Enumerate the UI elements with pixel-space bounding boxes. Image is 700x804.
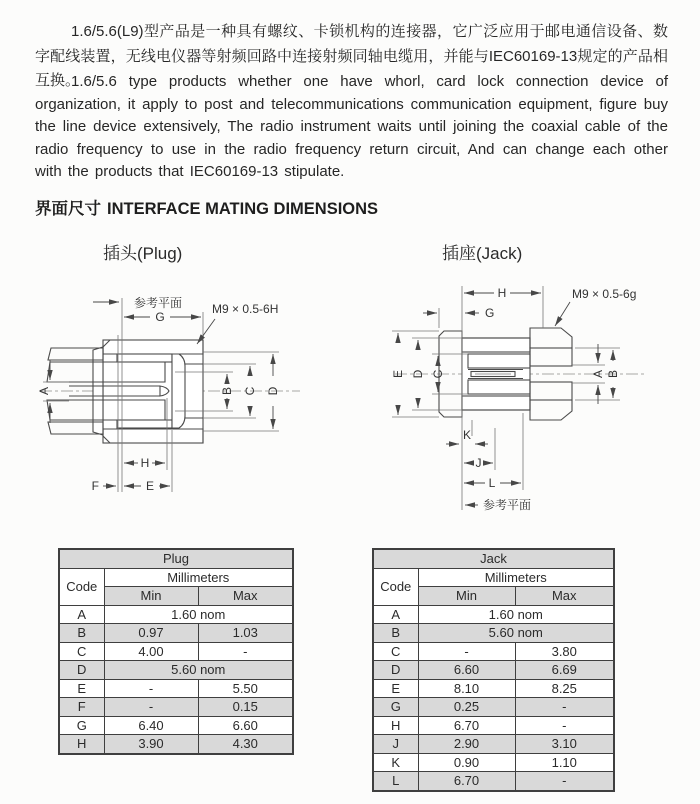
min-cell: 6.40: [104, 716, 198, 735]
code-cell: D: [373, 661, 418, 680]
table-row: [59, 661, 293, 680]
max-cell: 8.25: [515, 679, 614, 698]
code-cell: B: [373, 624, 418, 643]
code-cell: A: [59, 605, 104, 624]
plug-thread-leader: [197, 319, 215, 344]
plug-sleeve-face: [172, 354, 185, 428]
table-row: [59, 716, 293, 735]
plug-dim-g-label: G: [155, 310, 165, 324]
jack-thread-bottom: [530, 400, 572, 420]
min-cell: -: [418, 642, 515, 661]
jack-thread-top: [530, 328, 572, 348]
min-header: Min: [104, 587, 198, 606]
section-heading-en: INTERFACE MATING DIMENSIONS: [107, 200, 379, 218]
max-header: Max: [198, 587, 293, 606]
table-row: [373, 735, 614, 754]
table-row: [59, 624, 293, 643]
table-row: [59, 735, 293, 754]
plug-dim-c-label: C: [243, 386, 257, 396]
max-cell: -: [515, 698, 614, 717]
max-cell: -: [515, 716, 614, 735]
jack-dim-b-label: B: [606, 369, 620, 379]
jack-dim-l-label: L: [488, 476, 496, 490]
min-header: Min: [418, 587, 515, 606]
max-cell: 1.03: [198, 624, 293, 643]
plug-reference-plane-label: 参考平面: [134, 296, 183, 310]
jack-dimension-table: [372, 548, 615, 792]
table-row: [373, 605, 614, 624]
min-cell: 0.97: [104, 624, 198, 643]
plug-dim-d-label: D: [266, 386, 280, 396]
max-cell: 1.10: [515, 753, 614, 772]
min-cell: 0.25: [418, 698, 515, 717]
table-row: [373, 624, 614, 643]
max-header: Max: [515, 587, 614, 606]
max-cell: 0.15: [198, 698, 293, 717]
value-cell: 1.60 nom: [104, 605, 293, 624]
table-title-row: [59, 549, 293, 568]
code-cell: J: [373, 735, 418, 754]
plug-dim-b-label: B: [220, 386, 234, 396]
code-cell: H: [59, 735, 104, 754]
code-cell: L: [373, 772, 418, 791]
table-row: [59, 698, 293, 717]
code-cell: E: [59, 679, 104, 698]
table-row: [373, 642, 614, 661]
plug-dim-f-label: F: [91, 479, 99, 493]
unit-header: Millimeters: [104, 568, 293, 587]
plug-cross-section-drawing: [35, 280, 345, 512]
jack-cable-dielectric-bottom: [530, 382, 572, 400]
code-cell: F: [59, 698, 104, 717]
max-cell: 3.10: [515, 735, 614, 754]
intro-paragraph-chinese: 1.6/5.6(L9)型产品是一种具有螺纹、卡锁机构的连接器，它广泛应用于邮电通信设备、数字配线装置，无线电仪器等射频回路中连接射频同轴电缆用，并能与IEC60169-13规定的产品相互换。: [35, 23, 668, 89]
code-cell: D: [59, 661, 104, 680]
jack-cross-section-drawing: [375, 278, 700, 545]
jack-dim-j-label: J: [475, 456, 482, 470]
min-cell: 2.90: [418, 735, 515, 754]
min-cell: -: [104, 679, 198, 698]
jack-dim-e-label: E: [391, 369, 405, 379]
code-cell: A: [373, 605, 418, 624]
section-heading-cn: 界面尺寸: [35, 200, 101, 218]
max-cell: 6.69: [515, 661, 614, 680]
min-cell: 8.10: [418, 679, 515, 698]
plug-dimension-table: [58, 548, 294, 755]
table-title-row: [373, 549, 614, 568]
table-unit-row: [59, 568, 293, 587]
table-row: [59, 605, 293, 624]
value-cell: 1.60 nom: [418, 605, 614, 624]
value-cell: 5.60 nom: [418, 624, 614, 643]
code-cell: G: [59, 716, 104, 735]
table-row: [373, 698, 614, 717]
max-cell: 5.50: [198, 679, 293, 698]
jack-dim-c-label: C: [431, 369, 445, 379]
code-cell: K: [373, 753, 418, 772]
code-cell: C: [373, 642, 418, 661]
min-cell: 3.90: [104, 735, 198, 754]
code-header: Code: [59, 568, 104, 605]
section-heading: [35, 195, 384, 219]
plug-figure-title: 插头(Plug): [103, 244, 183, 263]
plug-sleeve-top-arm: [117, 354, 172, 362]
table-title: Jack: [373, 549, 614, 568]
jack-cable-dielectric-top: [530, 348, 572, 366]
plug-thread-label: M9 × 0.5-6H: [212, 302, 279, 316]
max-cell: 4.30: [198, 735, 293, 754]
jack-figure-title: 插座(Jack): [442, 244, 523, 263]
plug-dim-e-label: E: [145, 479, 155, 493]
jack-dim-d-label: D: [411, 369, 425, 379]
table-row: [373, 679, 614, 698]
table-row: [373, 661, 614, 680]
min-cell: -: [104, 698, 198, 717]
table-row: [59, 642, 293, 661]
code-header: Code: [373, 568, 418, 605]
min-cell: 6.70: [418, 716, 515, 735]
jack-dim-g-label: G: [485, 306, 495, 320]
table-row: [373, 772, 614, 791]
max-cell: -: [515, 772, 614, 791]
jack-thread-label: M9 × 0.5-6g: [572, 287, 637, 301]
intro-paragraph-english: 1.6/5.6 type products whether one have whorl, card lock connection device of organization, it apply to post and telecommunications communication equipment, figure buy the line device extensively, The radio instrument waits until joining the coaxial cable of the radio frequency to use in the radio frequency return circuit, And can change each other with the products that IEC60169-13 stipulate.: [35, 73, 668, 180]
min-cell: 0.90: [418, 753, 515, 772]
table-unit-row: [373, 568, 614, 587]
code-cell: B: [59, 624, 104, 643]
value-cell: 5.60 nom: [104, 661, 293, 680]
jack-reference-plane-label: 参考平面: [483, 498, 532, 512]
min-cell: 6.60: [418, 661, 515, 680]
max-cell: -: [198, 642, 293, 661]
table-row: [373, 716, 614, 735]
table-row: [59, 679, 293, 698]
code-cell: H: [373, 716, 418, 735]
code-cell: E: [373, 679, 418, 698]
unit-header: Millimeters: [418, 568, 614, 587]
min-cell: 6.70: [418, 772, 515, 791]
plug-sleeve-bottom-arm: [117, 420, 172, 428]
plug-dim-h-label: H: [140, 456, 150, 470]
plug-dim-a-label: A: [37, 386, 51, 396]
jack-dim-k-label: K: [462, 428, 472, 442]
jack-dim-a-label: A: [591, 369, 605, 379]
min-cell: 4.00: [104, 642, 198, 661]
table-row: [373, 753, 614, 772]
jack-thread-leader: [555, 302, 570, 326]
max-cell: 3.80: [515, 642, 614, 661]
code-cell: C: [59, 642, 104, 661]
code-cell: G: [373, 698, 418, 717]
max-cell: 6.60: [198, 716, 293, 735]
table-title: Plug: [59, 549, 293, 568]
jack-dim-h-label: H: [497, 286, 507, 300]
